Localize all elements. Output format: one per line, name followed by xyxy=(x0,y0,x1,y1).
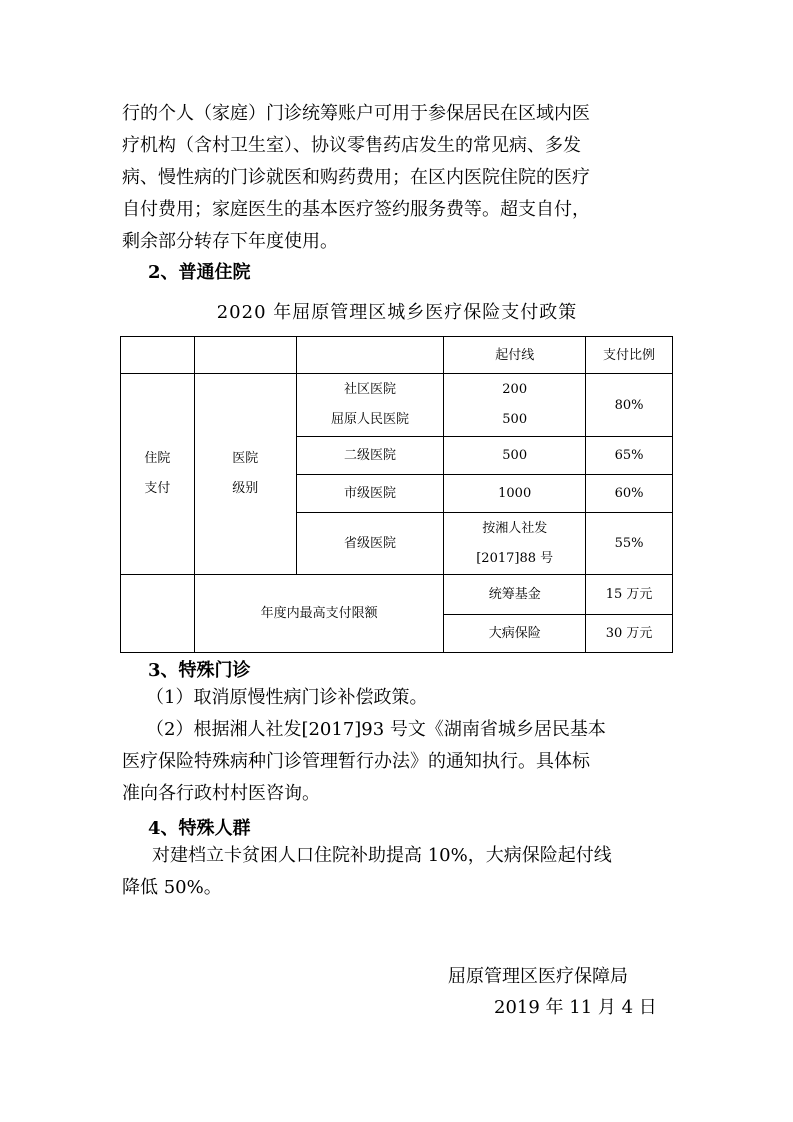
table-cell xyxy=(121,337,195,374)
threshold-cell xyxy=(444,374,586,437)
threshold-cell: 500 xyxy=(444,437,586,475)
intro-line: 疗机构（含村卫生室）、协议零售药店发生的常见病、多发 xyxy=(122,135,581,156)
intro-paragraph xyxy=(122,98,682,258)
intro-line: 剩余部分转存下年度使用。 xyxy=(122,231,338,252)
table-cell xyxy=(194,337,296,374)
threshold-cell xyxy=(444,513,586,575)
ratio-cell: 55% xyxy=(586,513,673,575)
section-4-line: 对建档立卡贫困人口住院补助提高 10%，大病保险起付线 xyxy=(152,845,612,866)
section-4-heading: 4、特殊人群 xyxy=(148,818,251,839)
hospital-name: 屈原人民医院 xyxy=(330,412,409,427)
level-label-line: 医院 xyxy=(232,451,259,466)
section-2-heading: 2、普通住院 xyxy=(148,262,251,283)
level-label-line: 级别 xyxy=(232,481,259,496)
section-3-line: （1）取消原慢性病门诊补偿政策。 xyxy=(146,687,428,708)
ratio-cell: 80% xyxy=(586,374,673,437)
intro-line: 病、慢性病的门诊就医和购药费用；在区内医院住院的医疗 xyxy=(122,167,590,188)
table-header-row xyxy=(121,337,673,374)
threshold-value: 按湘人社发 xyxy=(482,520,548,536)
section-4-line: 降低 50%。 xyxy=(122,877,222,898)
ratio-cell: 60% xyxy=(586,475,673,513)
group-label-line: 住院 xyxy=(144,451,171,466)
section-4-paragraph xyxy=(122,840,682,904)
limit-label-cell: 年度内最高支付限额 xyxy=(194,575,443,653)
hospital-name: 社区医院 xyxy=(343,382,396,397)
hospital-name-cell: 省级医院 xyxy=(296,513,444,575)
intro-line: 行的个人（家庭）门诊统筹账户可用于参保居民在区域内医 xyxy=(122,103,590,124)
hospital-name-cell: 市级医院 xyxy=(296,475,444,513)
table-row xyxy=(121,575,673,615)
threshold-value: 500 xyxy=(502,412,528,427)
limit-name-cell: 大病保险 xyxy=(444,615,586,653)
table-caption: 2020 年屈原管理区城乡医疗保险支付政策 xyxy=(216,302,578,323)
threshold-cell: 1000 xyxy=(444,475,586,513)
limit-name-cell: 统筹基金 xyxy=(444,575,586,615)
limit-value-cell: 30 万元 xyxy=(586,615,673,653)
section-3-heading: 3、特殊门诊 xyxy=(148,660,251,681)
table-row xyxy=(121,374,673,437)
payment-policy-table xyxy=(120,336,673,653)
intro-line: 自付费用；家庭医生的基本医疗签约服务费等。超支自付， xyxy=(122,199,590,220)
hospital-name-cell xyxy=(296,374,444,437)
limit-value-cell: 15 万元 xyxy=(586,575,673,615)
ratio-cell: 65% xyxy=(586,437,673,475)
section-3-line: 医疗保险特殊病种门诊管理暂行办法》的通知执行。具体标 xyxy=(122,751,590,772)
section-3-paragraph xyxy=(122,682,682,810)
signature-org: 屈原管理区医疗保障局 xyxy=(448,966,628,987)
level-label-cell xyxy=(194,374,296,575)
signature-date: 2019 年 11 月 4 日 xyxy=(494,997,657,1018)
section-3-line: 准向各行政村村医咨询。 xyxy=(122,783,320,804)
threshold-value: [2017]88 号 xyxy=(476,550,554,566)
table-cell xyxy=(296,337,444,374)
hospital-name-cell: 二级医院 xyxy=(296,437,444,475)
table-cell xyxy=(121,575,195,653)
header-threshold: 起付线 xyxy=(444,337,586,374)
group-label-line: 支付 xyxy=(144,481,171,496)
group-label-cell xyxy=(121,374,195,575)
threshold-value: 200 xyxy=(502,382,528,397)
header-ratio: 支付比例 xyxy=(586,337,673,374)
section-3-line: （2）根据湘人社发[2017]93 号文《湖南省城乡居民基本 xyxy=(146,719,606,740)
